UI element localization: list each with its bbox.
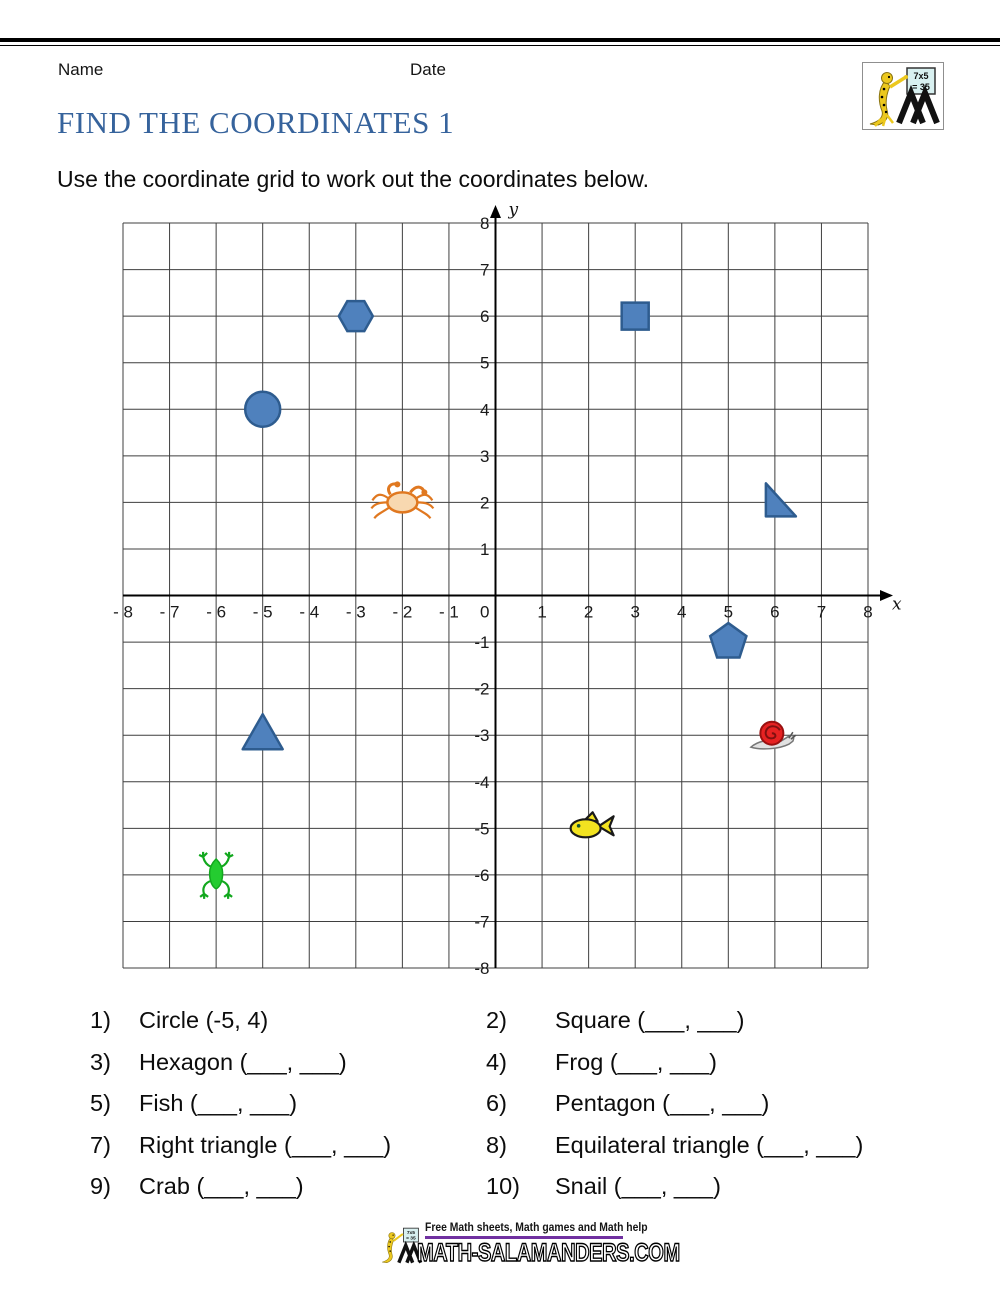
y-tick-label: -5 [474, 819, 490, 839]
x-axis-letter: x [892, 594, 902, 615]
x-tick-label: 3 [630, 602, 640, 622]
question-number: 1) [90, 1007, 111, 1034]
x-tick-label: - 2 [392, 602, 413, 622]
name-label: Name [58, 60, 104, 79]
question-text: Equilateral triangle (___, ___) [555, 1131, 864, 1158]
question-text: Fish (___, ___) [139, 1090, 298, 1117]
question-number: 8) [486, 1131, 507, 1158]
x-tick-label: 0 [480, 602, 490, 622]
question-text: Circle (-5, 4) [139, 1007, 269, 1034]
questions-list [90, 1000, 863, 1208]
x-tick-label: 2 [583, 602, 594, 622]
question-number: 3) [90, 1048, 111, 1075]
x-tick-label: 1 [537, 602, 547, 622]
x-tick-label: - 5 [252, 602, 273, 622]
grid-shape-equilateral-triangle [243, 714, 283, 749]
x-tick-label: - 3 [345, 602, 366, 622]
grid-shape-hexagon [339, 301, 373, 331]
logo-card-text-1: 7x5 [913, 71, 929, 81]
x-tick-label: 7 [816, 602, 827, 622]
y-tick-label: 1 [480, 539, 490, 559]
x-tick-label: - 4 [299, 602, 320, 622]
footer-logo-card-text-2: = 35 [406, 1236, 416, 1242]
x-tick-label: - 8 [113, 602, 133, 622]
question-text: Frog (___, ___) [555, 1048, 717, 1075]
date-label: Date [410, 60, 446, 79]
question-number: 6) [486, 1090, 507, 1117]
instruction-text: Use the coordinate grid to work out the coordinates below. [57, 166, 649, 192]
y-tick-label: 7 [480, 260, 490, 280]
y-axis-arrow-icon [490, 205, 501, 218]
grid-shape-pentagon [710, 623, 746, 657]
x-tick-label: 6 [770, 602, 780, 622]
y-tick-label: -2 [474, 679, 490, 699]
x-tick-label: 5 [723, 602, 734, 622]
question-text: Crab (___, ___) [139, 1173, 304, 1200]
question-number: 9) [90, 1173, 111, 1200]
y-tick-label: 8 [480, 214, 490, 233]
x-tick-label: - 1 [439, 602, 459, 622]
footer-tagline: Free Math sheets, Math games and Math help [425, 1222, 648, 1234]
x-tick-label: - 7 [159, 602, 180, 622]
logo-card-text-2: = 35 [912, 82, 930, 92]
question-number: 2) [486, 1007, 507, 1034]
footer [0, 1216, 1000, 1276]
y-tick-label: -7 [474, 912, 490, 932]
grid-shape-square [622, 303, 649, 330]
footer-logo-card-text-1: 7x5 [406, 1230, 415, 1236]
question-number: 5) [90, 1090, 111, 1117]
y-tick-label: 2 [480, 493, 490, 513]
header-rule-thin [0, 45, 1000, 46]
y-tick-label: 4 [480, 400, 490, 420]
y-tick-label: 3 [480, 446, 490, 466]
question-number: 7) [90, 1131, 111, 1158]
y-tick-label: -4 [474, 772, 490, 792]
y-tick-label: -1 [474, 633, 490, 653]
header-rule-thick [0, 38, 1000, 42]
y-tick-label: 5 [480, 353, 490, 373]
footer-site-name: MATH-SALAMANDERS.COM [417, 1239, 680, 1267]
question-text: Square (___, ___) [555, 1007, 745, 1034]
x-tick-label: - 6 [206, 602, 227, 622]
question-text: Snail (___, ___) [555, 1173, 721, 1200]
question-text: Right triangle (___, ___) [139, 1131, 392, 1158]
y-tick-label: 6 [480, 307, 490, 327]
brand-logo [863, 63, 941, 127]
question-number: 10) [486, 1173, 520, 1200]
y-tick-label: -6 [474, 865, 490, 885]
grid-shape-right-triangle [766, 483, 796, 516]
y-axis-letter: y [508, 200, 519, 220]
logo-m-icon [899, 93, 937, 123]
brand-logo-box [862, 62, 944, 130]
question-number: 4) [486, 1048, 507, 1075]
question-text: Pentagon (___, ___) [555, 1090, 770, 1117]
question-text: Hexagon (___, ___) [139, 1048, 347, 1075]
y-tick-label: -8 [474, 959, 490, 978]
page-title: FIND THE COORDINATES 1 [57, 105, 455, 140]
coordinate-grid [100, 195, 920, 995]
y-tick-label: -3 [474, 726, 490, 746]
grid-shape-fish [571, 812, 614, 837]
x-tick-label: 8 [863, 602, 873, 622]
grid-shape-circle [245, 392, 280, 427]
x-tick-label: 4 [677, 602, 687, 622]
